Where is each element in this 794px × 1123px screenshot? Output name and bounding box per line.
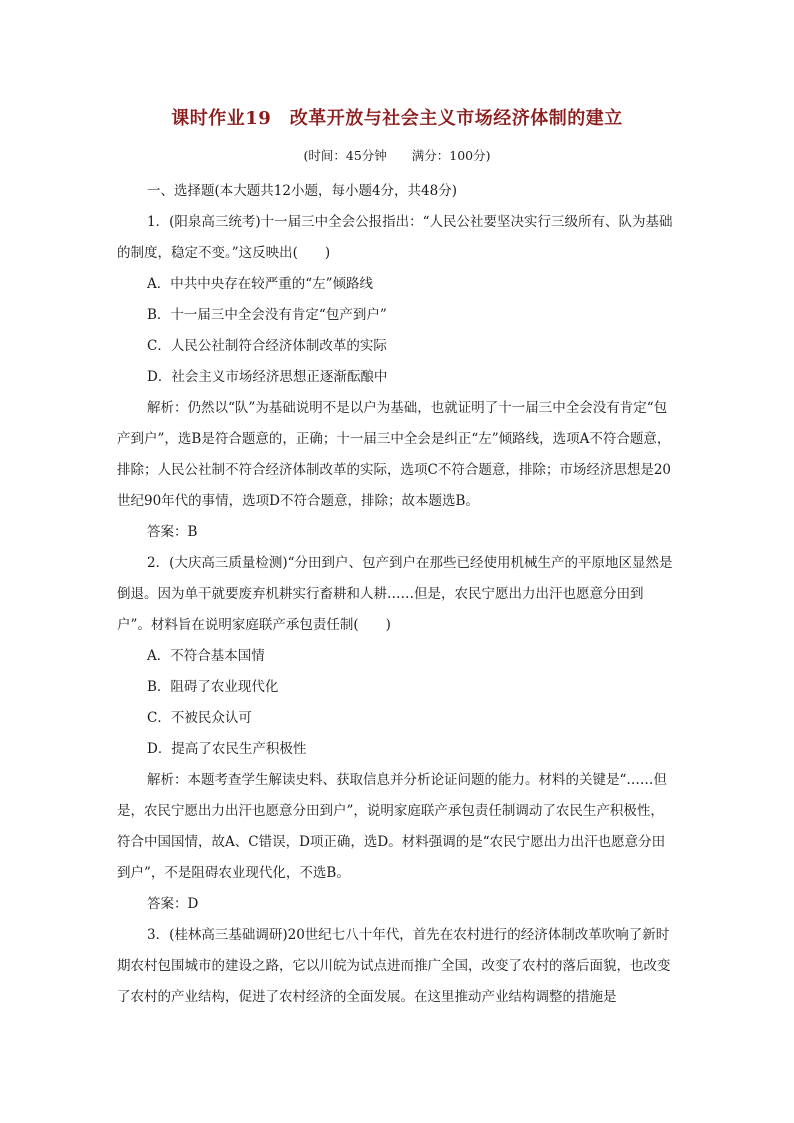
question-2-answer: 答案：D bbox=[147, 896, 199, 912]
document-body bbox=[117, 176, 677, 1013]
question-2-stem: 2．(大庆高三质量检测)“分田到户、包产到户在那些已经使用机械生产的平原地区显然是倒退。因为单干就要废弃机耕实行畜耕和人耕……但是，农民宁愿出力出汗也愿意分田到户”。材料旨在说明家庭联产承包责任制( ) bbox=[117, 555, 673, 633]
question-1-option-d: D．社会主义市场经济思想正逐渐酝酿中 bbox=[147, 369, 388, 385]
page-title: 课时作业19 改革开放与社会主义市场经济体制的建立 bbox=[171, 108, 623, 129]
question-1-stem: 1．(阳泉高三统考)十一届三中全会公报指出：“人民公社要坚决实行三级所有、队为基础的制度，稳定不变。”这反映出( ) bbox=[117, 214, 673, 261]
question-1-option-a: A．中共中央存在较严重的“左”倾路线 bbox=[147, 276, 374, 292]
question-2-option-d: D．提高了农民生产积极性 bbox=[147, 741, 307, 757]
question-1-option-b: B．十一届三中全会没有肯定“包产到户” bbox=[147, 307, 387, 323]
question-1-option-c: C．人民公社制符合经济体制改革的实际 bbox=[147, 338, 387, 354]
question-3-stem: 3．(桂林高三基础调研)20世纪七八十年代，首先在农村进行的经济体制改革吹响了新时期农村包围城市的建设之路，它以川皖为试点进而推广全国，改变了农村的落后面貌，也改变了农村的产业结构，促进了农村经济的全面发展。在这里推动产业结构调整的措施是 bbox=[117, 927, 671, 1005]
question-1-analysis: 解析：仍然以“队”为基础说明不是以户为基础，也就证明了十一届三中全会没有肯定“包产到户”，选B是符合题意的，正确；十一届三中全会是纠正“左”倾路线，选项A不符合题意，排除；人民公社制不符合经济体制改革的实际，选项C不符合题意，排除；市场经济思想是20世纪90年代的事情，选项D不符合题意，排除；故本题选B。 bbox=[117, 400, 672, 509]
question-1-answer: 答案：B bbox=[147, 524, 198, 540]
question-2-analysis: 解析：本题考查学生解读史料、获取信息并分析论证问题的能力。材料的关键是“……但是，农民宁愿出力出汗也愿意分田到户”，说明家庭联产承包责任制调动了农民生产积极性，符合中国国情，故A、C错误，D项正确，选D。材料强调的是“农民宁愿出力出汗也愿意分田到户”，不是阻碍农业现代化，不选B。 bbox=[117, 772, 667, 881]
question-2-option-b: B．阻碍了农业现代化 bbox=[147, 679, 279, 695]
time-and-score-info: (时间：45分钟 满分：100分) bbox=[303, 148, 491, 163]
section-heading: 一、选择题(本大题共12小题，每小题4分，共48分) bbox=[147, 183, 457, 199]
question-2-option-a: A．不符合基本国情 bbox=[147, 648, 265, 664]
question-2-option-c: C．不被民众认可 bbox=[147, 710, 252, 726]
